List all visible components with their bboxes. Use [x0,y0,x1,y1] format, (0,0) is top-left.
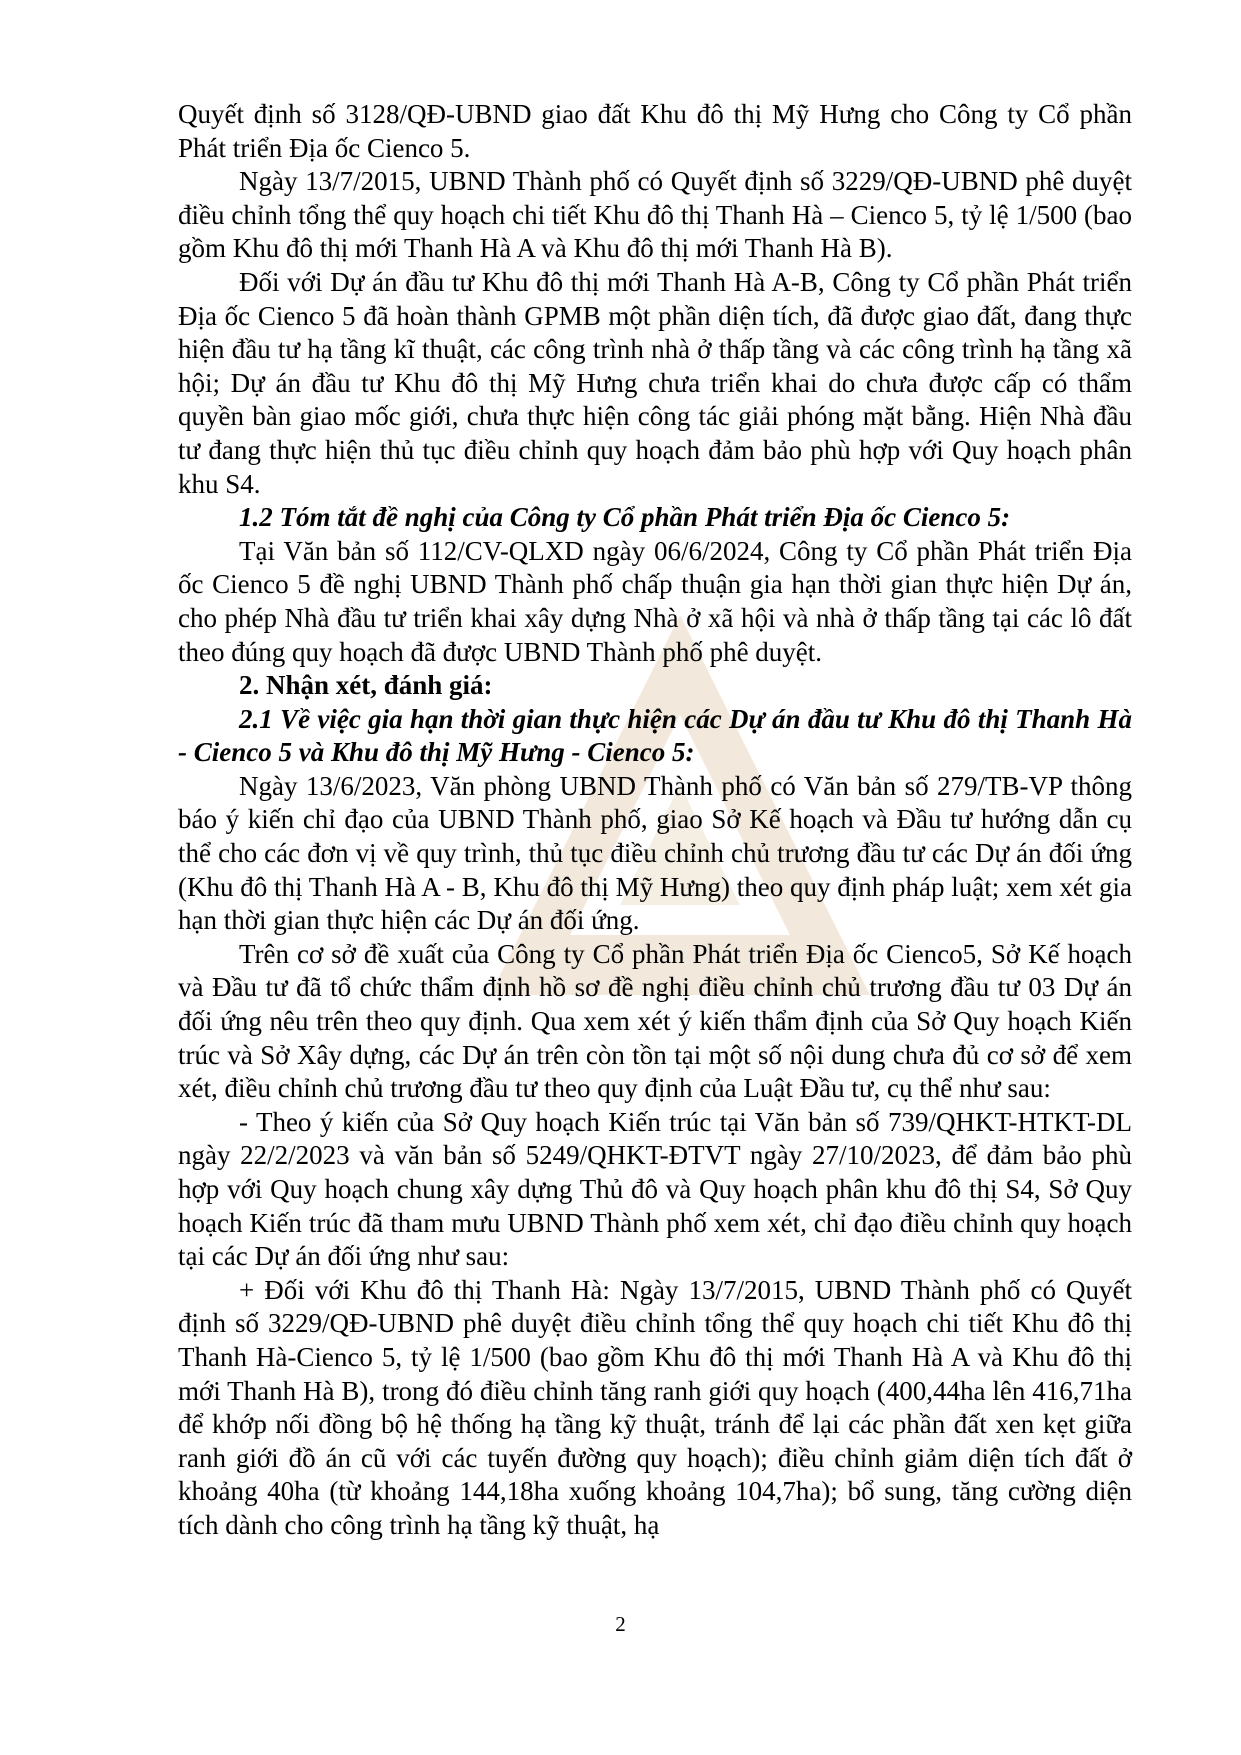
paragraph-2: Ngày 13/7/2015, UBND Thành phố có Quyết định số 3229/QĐ-UBND phê duyệt điều chỉnh tổng thể quy hoạch chi tiết Khu đô thị Thanh Hà – Cienco 5, tỷ lệ 1/500 (bao gồm Khu đô thị mới Thanh Hà A và Khu đô thị mới Thanh Hà B). [178,166,1132,264]
paragraph-7: - Theo ý kiến của Sở Quy hoạch Kiến trúc tại Văn bản số 739/QHKT-HTKT-DL ngày 22/2/2023 và văn bản số 5249/QHKT-ĐTVT ngày 27/10/2023, để đảm bảo phù hợp với Quy hoạch chung xây dựng Thủ đô và Quy hoạch phân khu đô thị S4, Sở Quy hoạch Kiến trúc đã tham mưu UBND Thành phố xem xét, chỉ đạo điều chỉnh quy hoạch tại các Dự án đối ứng như sau: [178,1106,1132,1272]
document-body [178,98,1132,1543]
paragraph-5: Ngày 13/6/2023, Văn phòng UBND Thành phố có Văn bản số 279/TB-VP thông báo ý kiến chỉ đạo của UBND Thành phố, giao Sở Kế hoạch và Đầu tư hướng dẫn cụ thể cho các đơn vị về quy trình, thủ tục điều chỉnh chủ trương đầu tư các Dự án đối ứng (Khu đô thị Thanh Hà A - B, Khu đô thị Mỹ Hưng) theo quy định pháp luật; xem xét gia hạn thời gian thực hiện các Dự án đối ứng. [178,770,1132,936]
section-heading-1-2: 1.2 Tóm tắt đề nghị của Công ty Cổ phần Phát triển Địa ốc Cienco 5: [239,502,1011,533]
paragraph-6: Trên cơ sở đề xuất của Công ty Cổ phần Phát triển Địa ốc Cienco5, Sở Kế hoạch và Đầu tư đã tổ chức thẩm định hồ sơ đề nghị điều chỉnh chủ trương đầu tư 03 Dự án đối ứng nêu trên theo quy định. Qua xem xét ý kiến thẩm định của Sở Quy hoạch Kiến trúc và Sở Xây dựng, các Dự án trên còn tồn tại một số nội dung chưa đủ cơ sở để xem xét, điều chỉnh chủ trương đầu tư theo quy định của Luật Đầu tư, cụ thể như sau: [178,938,1132,1104]
section-heading-2: 2. Nhận xét, đánh giá: [239,670,493,701]
section-heading-2-1: 2.1 Về việc gia hạn thời gian thực hiện các Dự án đầu tư Khu đô thị Thanh Hà - Cienco 5 và Khu đô thị Mỹ Hưng - Cienco 5: [178,703,1132,768]
paragraph-4: Tại Văn bản số 112/CV-QLXD ngày 06/6/2024, Công ty Cổ phần Phát triển Địa ốc Cienco 5 đề nghị UBND Thành phố chấp thuận gia hạn thời gian thực hiện Dự án, cho phép Nhà đầu tư triển khai xây dựng Nhà ở xã hội và nhà ở thấp tầng tại các lô đất theo đúng quy hoạch đã được UBND Thành phố phê duyệt. [178,535,1132,667]
paragraph-1: Quyết định số 3128/QĐ-UBND giao đất Khu đô thị Mỹ Hưng cho Công ty Cổ phần Phát triển Địa ốc Cienco 5. [178,99,1132,163]
page-number: 2 [615,1612,626,1636]
paragraph-3: Đối với Dự án đầu tư Khu đô thị mới Thanh Hà A-B, Công ty Cổ phần Phát triển Địa ốc Cienco 5 đã hoàn thành GPMB một phần diện tích, đã được giao đất, đang thực hiện đầu tư hạ tầng kĩ thuật, các công trình nhà ở thấp tầng và các công trình hạ tầng xã hội; Dự án đầu tư Khu đô thị Mỹ Hưng chưa triển khai do chưa được cấp có thẩm quyền bàn giao mốc giới, chưa thực hiện công tác giải phóng mặt bằng. Hiện Nhà đầu tư đang thực hiện thủ tục điều chỉnh quy hoạch đảm bảo phù hợp với Quy hoạch phân khu S4. [178,266,1132,499]
paragraph-8: + Đối với Khu đô thị Thanh Hà: Ngày 13/7/2015, UBND Thành phố có Quyết định số 3229/QĐ-UBND phê duyệt điều chỉnh tổng thể quy hoạch chi tiết Khu đô thị Thanh Hà-Cienco 5, tỷ lệ 1/500 (bao gồm Khu đô thị mới Thanh Hà A và Khu đô thị mới Thanh Hà B), trong đó điều chỉnh tăng ranh giới quy hoạch (400,44ha lên 416,71ha để khớp nối đồng bộ hệ thống hạ tầng kỹ thuật, tránh để lại các phần đất xen kẹt giữa ranh giới đồ án cũ với các tuyến đường quy hoạch); điều chỉnh giảm diện tích đất ở khoảng 40ha (từ khoảng 144,18ha xuống khoảng 104,7ha); bổ sung, tăng cường diện tích dành cho công trình hạ tầng kỹ thuật, hạ [178,1274,1132,1540]
